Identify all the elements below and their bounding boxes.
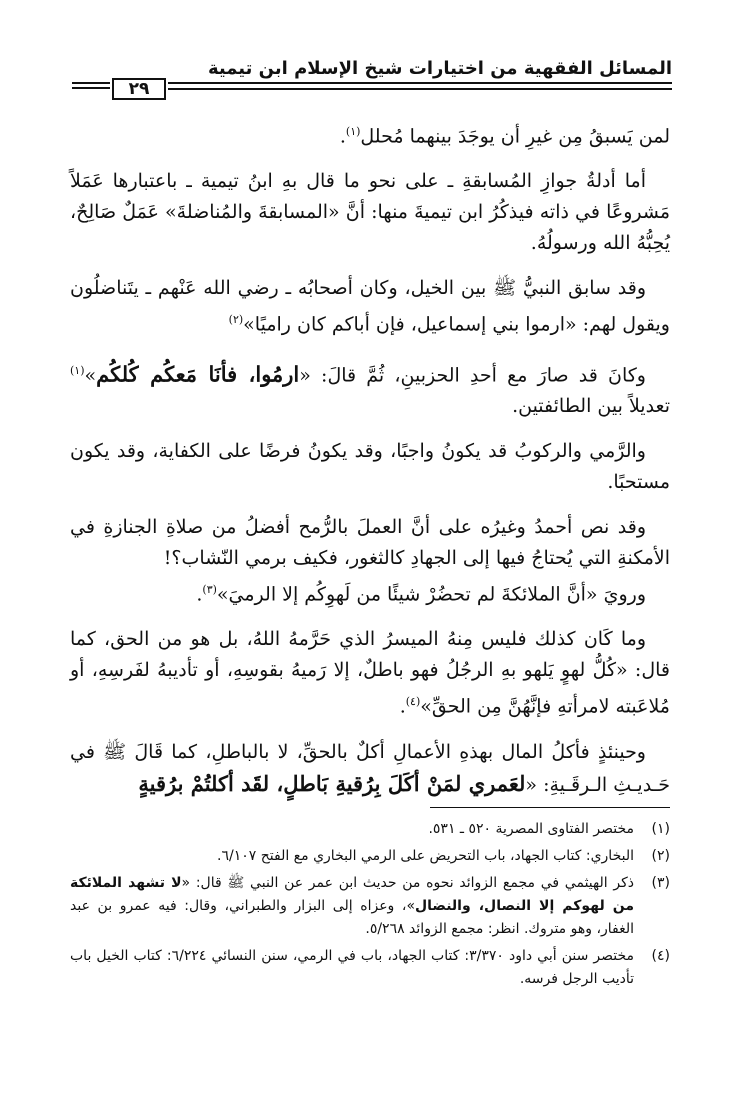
footnote-ref: (١) <box>345 125 361 138</box>
footnote <box>70 818 670 841</box>
paragraph-6: وقد نص أحمدُ وغيرُه على أنَّ العملَ بالرُّمح أفضلُ من صلاةِ الجنازةِ في الأمكنةِ التي يُحتاجُ فيها إلى الجهادِ كالثغور، فكيف برمي النّشاب؟! <box>70 515 670 569</box>
paragraph-9: وحينئذٍ فأكلُ المال بهذهِ الأعمالِ أكلٌ بالحقِّ، لا بالباطلِ، كما قَالَ ﷺ في حَـديـثِ الـرقَـيةِ: «لعَمري لمَنْ أكَلَ بِرُقيةِ بَاطلٍ، لقَد أكلتُمْ برُقيةٍ <box>70 740 670 796</box>
footnote-ref: (٤) <box>405 695 421 709</box>
page-header <box>72 52 672 102</box>
page-number: ٢٩ <box>112 78 166 100</box>
hadith-quote: ارمُوا، فأنَا مَعكُم كُلكُم <box>96 360 300 386</box>
footnote-ref: (٣) <box>202 582 217 596</box>
footnote-ref: (٢) <box>228 313 244 327</box>
paragraph-2: أما أدلةُ جوازِ المُسابقةِ ـ على نحو ما قال بهِ ابنُ تيمية ـ باعتبارها عَمَلاً مَشروعًا في ذاته فيذكُرُ ابن تيميةَ منها: أنَّ «المسابقةَ والمُناضلةَ» عَمَلٌ صَالِحٌ، يُحِبُّهُ الله ورسولُهُ. <box>70 170 670 255</box>
header-rule <box>168 82 672 94</box>
footnote-separator <box>430 807 670 808</box>
paragraph-5: والرَّمي والركوبُ قد يكونُ واجبًا، وقد يكونُ فرضًا على الكفاية، وقد يكون مستحبًا. <box>70 439 670 493</box>
hadith-quote: لا تشهد الملائكة من لهوكم إلا النصال، والنضال <box>70 875 635 914</box>
paragraph-3: وقد سابق النبيُّ ﷺ بين الخيل، وكان أصحابُه ـ رضي الله عَنْهم ـ يتَناضلُون ويقول لهم: «ارموا بني إسماعيل، فإن أباكم كان راميًا»$^{(٢)}$ <box>70 277 670 336</box>
footnote-text: مختصر الفتاوى المصرية ٥٢٠ ـ ٥٣١. <box>428 821 634 837</box>
footnote-number: (٣) <box>651 875 670 891</box>
main-text <box>70 116 670 815</box>
paragraph-7: ورويَ «أنَّ الملائكةَ لم تحضُرْ شيئًا من لَهوِكُم إلا الرميَ»$^{(٣)}$. <box>196 582 646 606</box>
footnote-number: (٢) <box>651 848 670 864</box>
hadith-quote: لعَمري لمَنْ أكَلَ بِرُقيةِ بَاطلٍ، لقَد أكلتُمْ برُقيةٍ <box>138 770 526 796</box>
footnote <box>70 845 670 868</box>
footnote <box>70 872 670 941</box>
footnote-number: (١) <box>651 821 670 837</box>
paragraph-1: لمن يَسبقُ مِن غيرِ أن يوجَدَ بينهما مُحلل$^{(١)}$. <box>339 125 670 148</box>
footnotes <box>70 818 670 995</box>
footnote-text: ذكر الهيثمي في مجمع الزوائد نحوه من حديث ابن عمر عن النبي ﷺ قال: «لا تشهد الملائكة من لهوكم إلا النصال، والنضال»، وعزاه إلى البزار والطبراني، وقال: فيه عمرو بن عبد الغفار، وهو متروك. انظر: مجمع الزوائد ٥/٢٦٨. <box>70 875 635 937</box>
paragraph-8: وما كَان كذلك فليس مِنهُ الميسرُ الذي حَرَّمهُ اللهُ، بل هو من الحق، كما قال: «كُلُّ لهوٍ يَلهو بهِ الرجُلُ فهو باطلٌ، إلا رَميهُ بقوسِهِ، أو تأديبهُ لفَرسِهِ، أو مُلاعَبته لامرأتهِ فإنَّهُنَّ مِن الحقِّ»$^{(٤)}$. <box>70 628 670 718</box>
paragraph-4: وكانَ قد صارَ مع أحدِ الحزبينِ، ثُمَّ قالَ: «ارمُوا، فأنَا مَعكُم كُلكُم»$^{(١)}$ تعديلاً بين الطائفتين. <box>70 360 670 417</box>
footnote-ref: (١) <box>70 363 85 377</box>
footnote <box>70 945 670 991</box>
footnote-text: البخاري: كتاب الجهاد، باب التحريض على الرمي البخاري مع الفتح ٦/١٠٧. <box>217 848 634 864</box>
footnote-number: (٤) <box>651 948 670 964</box>
running-title: المسائل الفقهية من اختيارات شيخ الإسلام ابن تيمية <box>207 58 672 79</box>
header-ornament <box>72 82 110 96</box>
footnote-text: مختصر سنن أبي داود ٣/٣٧٠: كتاب الجهاد، باب في الرمي، سنن النسائي ٦/٢٢٤: كتاب الخيل باب تأديب الرجل فرسه. <box>70 948 634 987</box>
